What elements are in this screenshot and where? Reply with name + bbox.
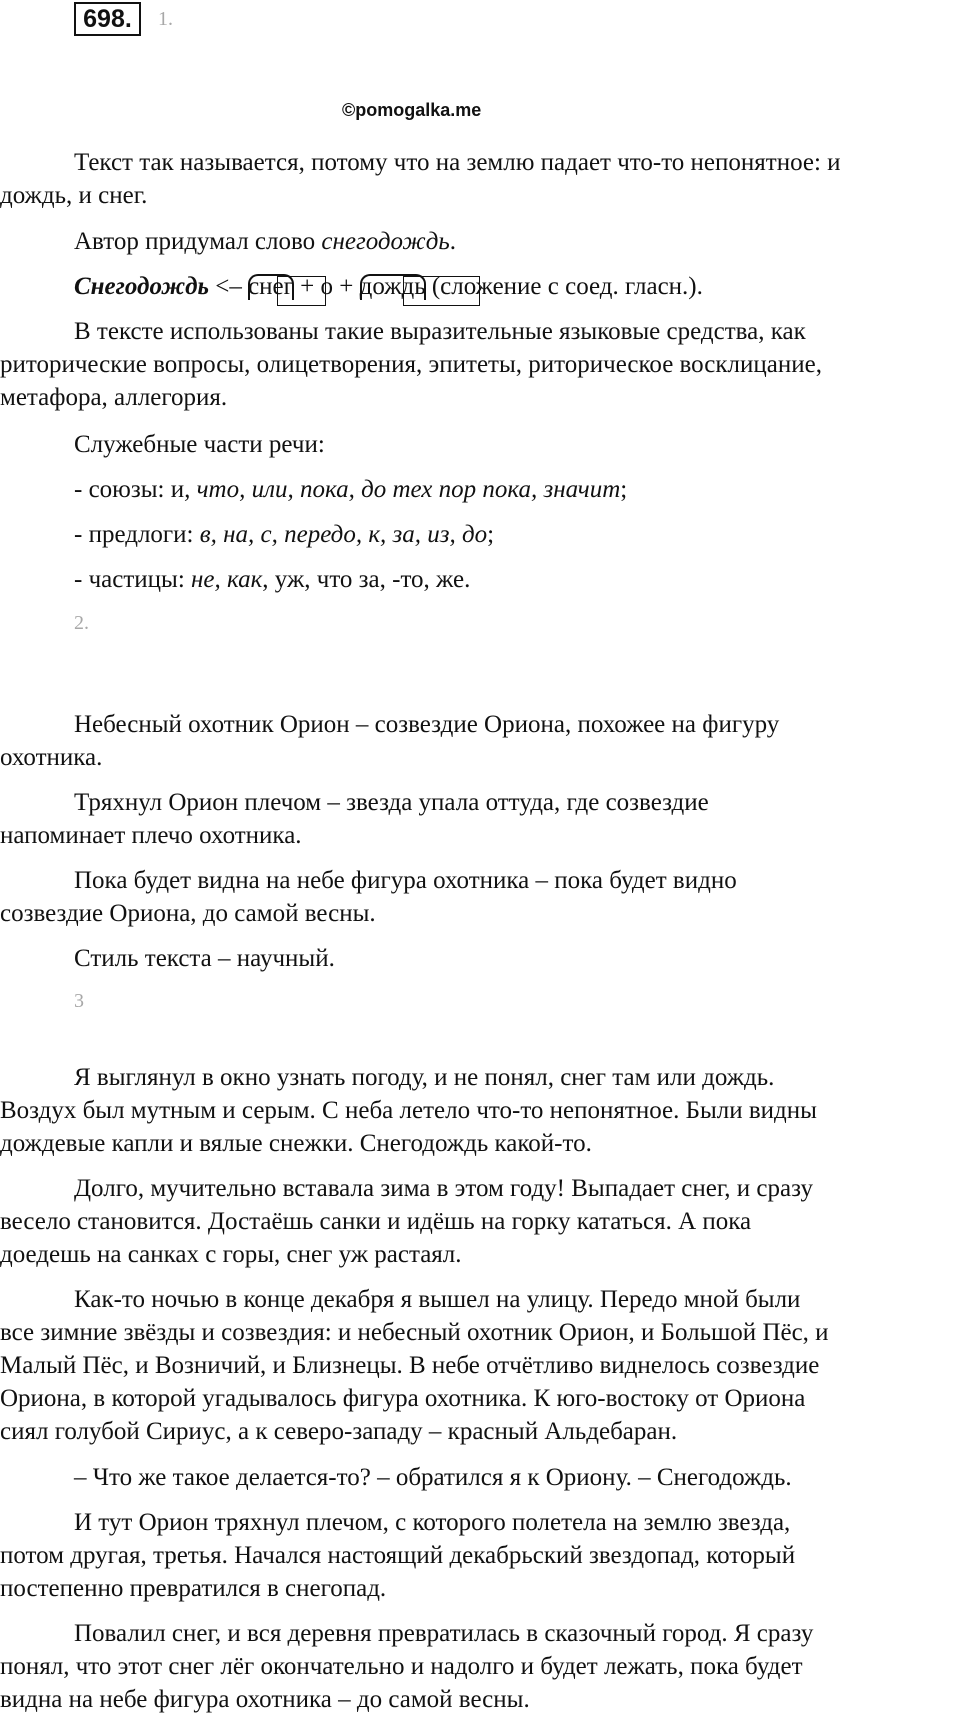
italic-word: снегодождь [321, 228, 450, 255]
prepositions-line: - предлоги: в, на, с, передо, к, за, из, до; [74, 521, 495, 548]
text-line: И тут Орион тряхнул плечом, с которого полетела на землю звезда, [74, 1509, 791, 1536]
text-line: Небесный охотник Орион – созвездие Ориона, похожее на фигуру [74, 711, 780, 738]
text-line: Пока будет видна на небе фигура охотника – пока будет видно [74, 867, 737, 894]
text-line: Малый Пёс, и Возничий, и Близнецы. В небе отчётливо виднелось созвездие [0, 1352, 820, 1379]
text-line: видна на небе фигура охотника – до самой весны. [0, 1686, 530, 1713]
text-line: все зимние звёзды и созвездия: и небесный охотник Орион, и Большой Пёс, и [0, 1319, 829, 1346]
text-line: Как-то ночью в конце декабря я вышел на улицу. Передо мной были [74, 1286, 801, 1313]
text-line: постепенно превратился в снегопад. [0, 1575, 387, 1602]
text-line: дождевые капли и вялые снежки. Снегодождь какой-то. [0, 1130, 592, 1157]
particles-line: - частицы: не, как, уж, что за, -то, же. [74, 566, 471, 593]
text-line: созвездие Ориона, до самой весны. [0, 900, 376, 927]
analyzed-word: Снегодождь [74, 273, 209, 300]
text-line: потом другая, третья. Начался настоящий декабрьский звездопад, который [0, 1542, 796, 1569]
text-line: Воздух был мутным и серым. С неба летело что-то непонятное. Были видны [0, 1097, 817, 1124]
text-line: Тряхнул Орион плечом – звезда упала оттуда, где созвездие [74, 789, 709, 816]
text-line: Ориона, в которой угадывалось фигура охотника. К юго-востоку от Ориона [0, 1385, 806, 1412]
text-line: риторические вопросы, олицетворения, эпитеты, риторическое восклицание, [0, 351, 822, 378]
part3-paragraph-4: – Что же такое делается-то? – обратился я к Ориону. – Снегодождь. [74, 1464, 792, 1491]
root-snow: снег [248, 273, 294, 300]
text-line: напоминает плечо охотника. [0, 822, 302, 849]
text-line: доедешь на санках с горы, снег уж растаял. [0, 1241, 462, 1268]
text-run: Автор придумал слово [74, 228, 322, 255]
root-rain: дождь [359, 273, 426, 300]
text-line: дождь, и снег. [0, 182, 148, 209]
text-line: Повалил снег, и вся деревня превратилась в сказочный город. Я сразу [74, 1620, 814, 1647]
text-line: В тексте использованы такие выразительные языковые средства, как [74, 318, 806, 345]
watermark: ©pomogalka.me [342, 100, 482, 120]
conjunctions-line: - союзы: и, что, или, пока, до тех пор пока, значит; [74, 476, 628, 503]
text-run: . [449, 228, 456, 255]
text-line: сиял голубой Сириус, а к северо-западу – красный Альдебаран. [0, 1418, 678, 1445]
text-line: понял, что этот снег лёг окончательно и надолго и будет лежать, пока будет [0, 1653, 803, 1680]
analysis-note: (сложение с соед. гласн.). [425, 273, 703, 300]
part2-paragraph-4: Стиль текста – научный. [74, 945, 335, 972]
text-line: Текст так называется, потому что на землю падает что-то непонятное: и [74, 149, 841, 176]
word-analysis-line [74, 270, 703, 303]
part3-label: 3 [74, 990, 84, 1012]
part2-label: 2. [74, 612, 89, 634]
text-line: охотника. [0, 744, 103, 771]
service-parts-title: Служебные части речи: [74, 431, 325, 458]
task-number-box: 698. [74, 2, 141, 36]
text-line: Я выглянул в окно узнать погоду, и не понял, снег там или дождь. [74, 1064, 775, 1091]
text-line: Долго, мучительно вставала зима в этом году! Выпадает снег, и сразу [74, 1175, 813, 1202]
part1-paragraph-2 [74, 225, 456, 258]
text-line: весело становится. Достаёшь санки и идёшь на горку кататься. А пока [0, 1208, 752, 1235]
connector: + о + [293, 273, 360, 300]
part1-label: 1. [158, 8, 173, 30]
text-line: метафора, аллегория. [0, 384, 228, 411]
arrow-symbol: <– [208, 273, 249, 300]
